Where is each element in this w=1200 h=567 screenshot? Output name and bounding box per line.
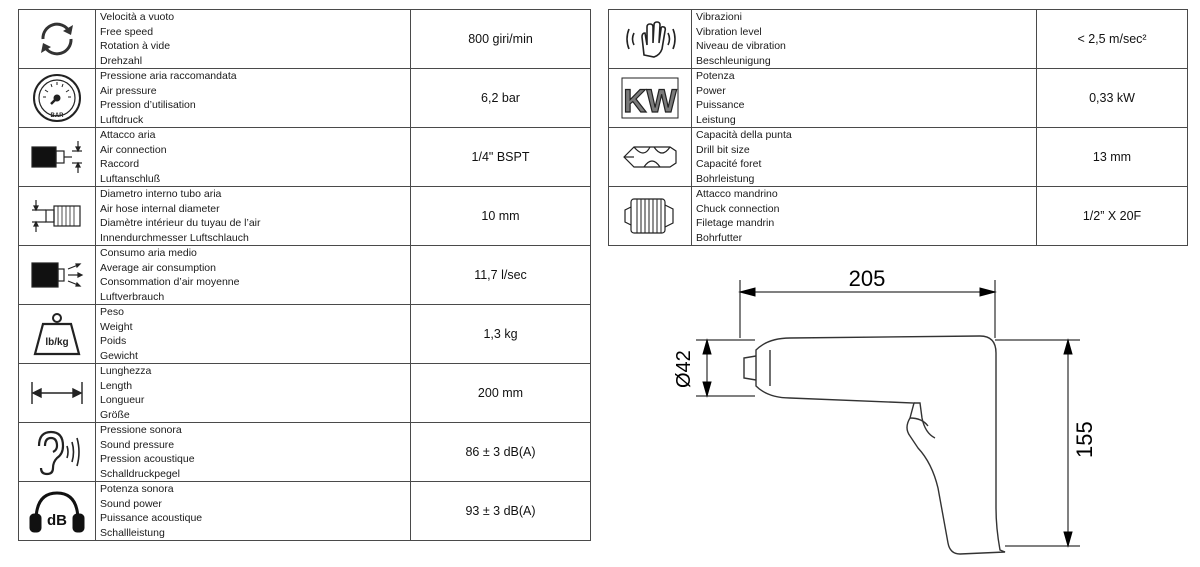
spec-label-line: Air hose internal diameter [100, 202, 220, 215]
spec-value: 10 mm [411, 187, 591, 246]
spec-label-line: Air pressure [100, 84, 157, 97]
spec-label-cell [692, 128, 1037, 187]
spec-label-line: Schallleistung [100, 526, 165, 539]
spec-row [609, 187, 1188, 246]
spec-label-line: Raccord [100, 158, 140, 170]
length-arrow-icon [19, 378, 95, 408]
spec-label-line: Peso [100, 306, 124, 318]
air-consumption-icon [19, 255, 95, 295]
weight-icon [19, 310, 95, 358]
spec-icon-cell [609, 10, 692, 69]
spec-label-line: Air connection [100, 143, 167, 156]
spec-label-line: Pressione sonora [100, 424, 182, 436]
spec-icon-cell [609, 69, 692, 128]
spec-icon-cell [19, 246, 96, 305]
spec-row [19, 10, 591, 69]
spec-value: 1/2” X 20F [1037, 187, 1188, 246]
spec-label-line: Luftdruck [100, 113, 144, 126]
spec-label-line: Sound pressure [100, 438, 175, 451]
spec-label-line: Vibrazioni [696, 11, 742, 23]
spec-label-line: Capacité foret [696, 158, 762, 170]
drill-silhouette [744, 336, 1005, 554]
hose-diameter-icon [19, 196, 95, 236]
spec-label-line: Longueur [100, 394, 145, 406]
right-spec-table [608, 9, 1188, 246]
spec-value: 1,3 kg [411, 305, 591, 364]
spec-row [19, 69, 591, 128]
spec-label-line: Drill bit size [696, 143, 750, 156]
spec-label-line: Puissance acoustique [100, 512, 203, 524]
spec-label-line: Consumo aria medio [100, 247, 197, 259]
spec-label-line: Puissance [696, 99, 745, 111]
spec-icon-cell [19, 10, 96, 69]
spec-label-cell [96, 128, 411, 187]
spec-icon-cell [19, 305, 96, 364]
diameter-dimension-label: Ø42 [673, 350, 695, 388]
spec-label-line: Length [100, 379, 133, 392]
height-dimension [995, 340, 1080, 546]
svg-text:lb/kg: lb/kg [45, 337, 69, 348]
spec-row [19, 128, 591, 187]
spec-label-line: Weight [100, 320, 133, 333]
spec-label-line: Innendurchmesser Luftschlauch [100, 231, 249, 244]
spec-label-cell [96, 69, 411, 128]
spec-value: 11,7 l/sec [411, 246, 591, 305]
spec-label-cell [96, 305, 411, 364]
spec-icon-cell [19, 128, 96, 187]
left-spec-table [18, 9, 591, 541]
vibration-hand-icon [609, 19, 691, 59]
spec-icon-cell [609, 187, 692, 246]
spec-icon-cell [19, 364, 96, 423]
ear-sound-icon [19, 428, 95, 476]
svg-text:BAR: BAR [50, 113, 64, 119]
drill-bit-icon [609, 137, 691, 177]
spec-label-line: Average air consumption [100, 261, 216, 274]
spec-label-line: Leistung [696, 113, 736, 126]
spec-label-line: Bohrfutter [696, 231, 743, 244]
chuck-icon [609, 193, 691, 239]
spec-row [19, 187, 591, 246]
length-dimension-label: 205 [848, 266, 886, 291]
spec-label-cell [96, 246, 411, 305]
spec-icon-cell [19, 423, 96, 482]
spec-label-line: Diamètre intérieur du tuyau de l’air [100, 217, 261, 229]
spec-label-line: Sound power [100, 497, 162, 510]
spec-value: < 2,5 m/sec² [1037, 10, 1188, 69]
spec-label-cell [692, 69, 1037, 128]
spec-label-cell [692, 10, 1037, 69]
spec-label-cell [96, 482, 411, 541]
spec-label-line: Beschleunigung [696, 54, 771, 67]
spec-icon-cell [19, 482, 96, 541]
spec-label-line: Bohrleistung [696, 172, 755, 185]
spec-label-line: Diametro interno tubo aria [100, 188, 222, 200]
spec-row [19, 364, 591, 423]
spec-label-line: Vibration level [696, 25, 762, 38]
spec-row [19, 423, 591, 482]
spec-label-line: Capacità della punta [696, 129, 792, 141]
spec-value: 200 mm [411, 364, 591, 423]
spec-label-line: Free speed [100, 25, 154, 38]
rotation-icon [19, 15, 95, 63]
spec-label-line: Pression d’utilisation [100, 99, 196, 111]
svg-text:dB: dB [47, 512, 67, 529]
spec-icon-cell [19, 187, 96, 246]
spec-label-line: Luftverbrauch [100, 290, 165, 303]
spec-value: 800 giri/min [411, 10, 591, 69]
spec-value: 13 mm [1037, 128, 1188, 187]
kw-power-icon [609, 76, 691, 120]
spec-label-line: Schalldruckpegel [100, 467, 180, 480]
spec-label-line: Luftanschluß [100, 172, 161, 185]
tool-dimension-drawing [660, 258, 1100, 558]
spec-icon-cell [609, 128, 692, 187]
spec-row [19, 246, 591, 305]
spec-row [19, 305, 591, 364]
spec-label-line: Größe [100, 408, 130, 421]
spec-label-cell [96, 364, 411, 423]
spec-label-line: Poids [100, 335, 127, 347]
spec-value: 1/4" BSPT [411, 128, 591, 187]
spec-label-line: Niveau de vibration [696, 40, 786, 52]
spec-label-line: Gewicht [100, 349, 138, 362]
height-dimension-label: 155 [1072, 421, 1097, 458]
spec-label-line: Power [696, 84, 726, 97]
svg-text:KW: KW [623, 83, 677, 119]
spec-label-line: Rotation à vide [100, 40, 171, 52]
spec-label-cell [96, 423, 411, 482]
spec-value: 6,2 bar [411, 69, 591, 128]
spec-label-line: Consommation d’air moyenne [100, 276, 240, 288]
spec-label-cell [96, 10, 411, 69]
spec-row [609, 128, 1188, 187]
diameter-dimension [696, 340, 755, 396]
spec-label-cell [692, 187, 1037, 246]
spec-label-line: Pressione aria raccomandata [100, 70, 237, 82]
spec-label-line: Chuck connection [696, 202, 780, 215]
spec-label-line: Pression acoustique [100, 453, 195, 465]
spec-label-line: Attacco mandrino [696, 188, 778, 200]
spec-icon-cell [19, 69, 96, 128]
spec-label-line: Potenza sonora [100, 483, 174, 495]
spec-row [19, 482, 591, 541]
spec-value: 86 ± 3 dB(A) [411, 423, 591, 482]
spec-value: 93 ± 3 dB(A) [411, 482, 591, 541]
spec-row [609, 10, 1188, 69]
spec-row [609, 69, 1188, 128]
spec-label-cell [96, 187, 411, 246]
db-headphones-icon [19, 487, 95, 535]
air-connection-icon [19, 137, 95, 177]
spec-label-line: Potenza [696, 70, 735, 82]
spec-label-line: Velocità a vuoto [100, 11, 175, 23]
spec-label-line: Lunghezza [100, 365, 152, 377]
spec-label-line: Filetage mandrin [696, 217, 775, 229]
spec-value: 0,33 kW [1037, 69, 1188, 128]
pressure-gauge-icon [19, 72, 95, 124]
spec-label-line: Drehzahl [100, 54, 143, 67]
spec-label-line: Attacco aria [100, 129, 156, 141]
